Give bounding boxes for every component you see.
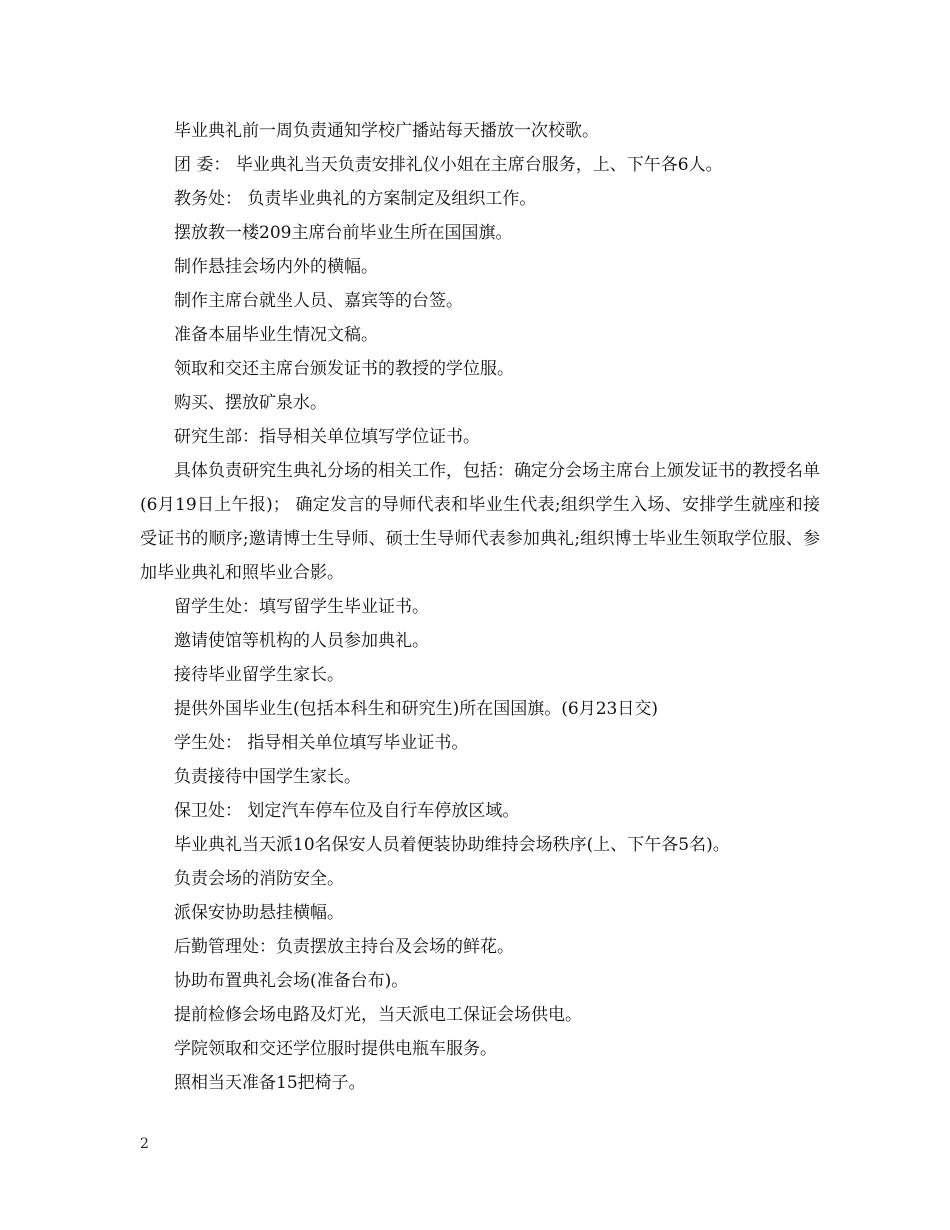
paragraph: 接待毕业留学生家长。 (174, 665, 344, 685)
paragraph: 派保安协助悬挂横幅。 (174, 903, 344, 923)
paragraph: 后勤管理处：负责摆放主持台及会场的鲜花。 (174, 937, 514, 957)
paragraph: 学院领取和交还学位服时提供电瓶车服务。 (174, 1039, 497, 1059)
page-number: 2 (140, 1136, 149, 1152)
paragraph: 留学生处：填写留学生毕业证书。 (174, 597, 429, 617)
paragraph: 制作主席台就坐人员、嘉宾等的台签。 (174, 291, 463, 311)
paragraph: 领取和交还主席台颁发证书的教授的学位服。 (174, 359, 514, 379)
paragraph: 准备本届毕业生情况文稿。 (174, 325, 378, 345)
paragraph: 团 委： 毕业典礼当天负责安排礼仪小姐在主席台服务，上、下午各6人。 (174, 155, 723, 175)
paragraph: 教务处： 负责毕业典礼的方案制定及组织工作。 (174, 189, 537, 209)
paragraph: 照相当天准备15把椅子。 (174, 1073, 366, 1093)
paragraph: 负责接待中国学生家长。 (174, 767, 361, 787)
paragraph: 提供外国毕业生(包括本科生和研究生)所在国国旗。(6月23日交) (174, 699, 658, 719)
paragraph: 毕业典礼当天派10名保安人员着便装协助维持会场秩序(上、下午各5名)。 (174, 835, 730, 855)
paragraph: 负责会场的消防安全。 (174, 869, 344, 889)
paragraph: 制作悬挂会场内外的横幅。 (174, 257, 378, 277)
paragraph: 摆放教一楼209主席台前毕业生所在国国旗。 (174, 223, 513, 243)
document-body (140, 114, 820, 1100)
paragraph: 邀请使馆等机构的人员参加典礼。 (174, 631, 429, 651)
paragraph: 购买、摆放矿泉水。 (174, 393, 327, 413)
paragraph: 学生处： 指导相关单位填写毕业证书。 (174, 733, 469, 753)
paragraph: 协助布置典礼会场(准备台布)。 (174, 971, 409, 991)
paragraph: 具体负责研究生典礼分场的相关工作，包括：确定分会场主席台上颁发证书的教授名单(6月19日上午报)； 确定发言的导师代表和毕业生代表;组织学生入场、安排学生就座和接受证书的顺序;邀请博士生导师、硕士生导师代表参加典礼;组织博士毕业生领取学位服、参加毕业典礼和照毕业合影。 (140, 461, 820, 583)
paragraph: 研究生部：指导相关单位填写学位证书。 (174, 427, 480, 447)
paragraph: 毕业典礼前一周负责通知学校广播站每天播放一次校歌。 (174, 121, 599, 141)
paragraph: 提前检修会场电路及灯光，当天派电工保证会场供电。 (174, 1005, 582, 1025)
paragraph: 保卫处： 划定汽车停车位及自行车停放区域。 (174, 801, 520, 821)
